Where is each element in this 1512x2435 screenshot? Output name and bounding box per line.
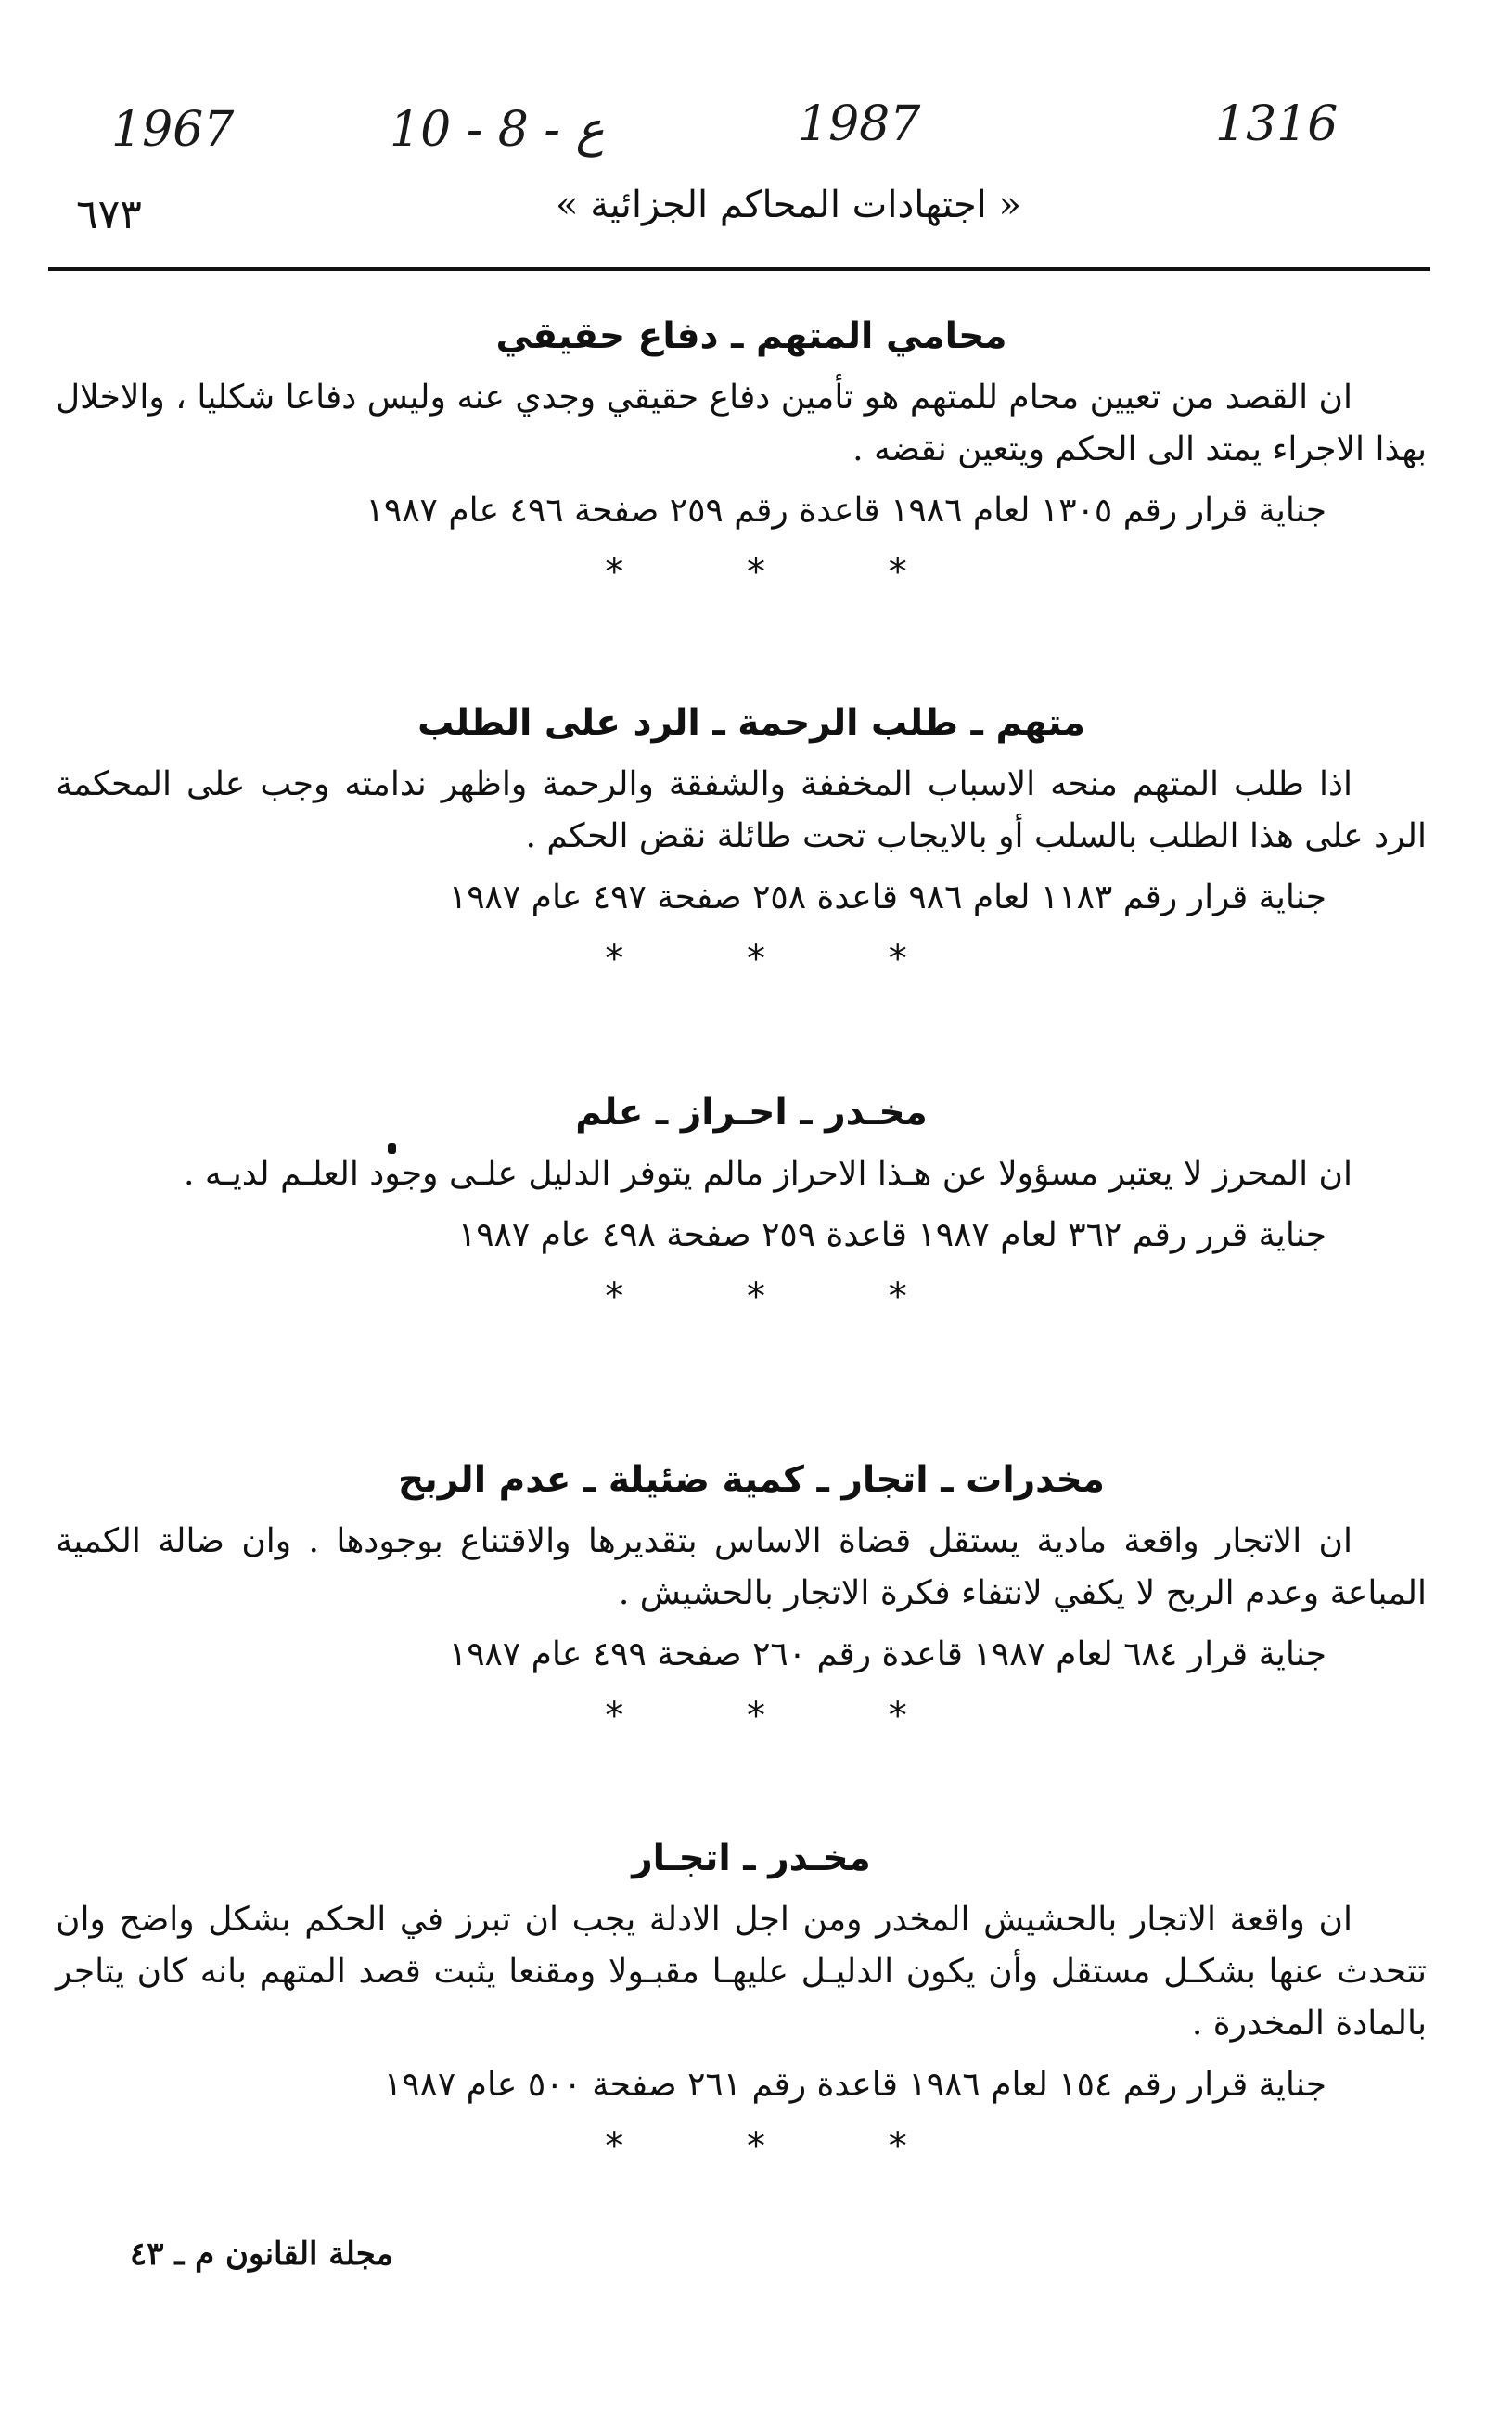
- handwritten-note-left: 1967: [111, 102, 235, 158]
- section-body: ان المحرز لا يعتبر مسؤولا عن هـذا الاحراز مالم يتوفر الدليل علـى وجود العلـم لديـه .: [184, 1155, 1352, 1193]
- handwritten-note-right: 1316: [1215, 96, 1339, 152]
- ruling-section-5: [56, 1833, 1447, 2174]
- ink-speck: [388, 1143, 396, 1154]
- section-title: مخدرات ـ اتجار ـ كمية ضئيلة ـ عدم الربح: [398, 1459, 1105, 1501]
- section-body: ان الاتجار واقعة مادية يستقل قضاة الاساس بتقديرها والاقتناع بوجودها . وان ضالة الكمية المباعة وعدم الربح لا يكفي لانتفاء فكرة الاتجار بالحشيش .: [56, 1522, 1427, 1612]
- section-reference: جناية قرار ٦٨٤ لعام ١٩٨٧ قاعدة رقم ٢٦٠ صفحة ٤٩٩ عام ١٩٨٧: [448, 1635, 1326, 1673]
- header-rule: [48, 267, 1430, 271]
- ruling-section-4: [56, 1455, 1447, 1744]
- ruling-section-3: [56, 1087, 1447, 1325]
- section-separator: * * *: [605, 938, 963, 980]
- section-reference: جناية قرار رقم ١٥٤ لعام ١٩٨٦ قاعدة رقم ٢٦١ صفحة ٥٠٠ عام ١٩٨٧: [383, 2066, 1326, 2104]
- section-title: محامي المتهم ـ دفاع حقيقي: [495, 315, 1007, 357]
- page-number: ٦٧٣: [76, 191, 142, 238]
- section-reference: جناية قرار رقم ١٣٠٥ لعام ١٩٨٦ قاعدة رقم ٢٥٩ صفحة ٤٩٦ عام ١٩٨٧: [365, 492, 1326, 530]
- section-reference: جناية قرر رقم ٣٦٢ لعام ١٩٨٧ قاعدة ٢٥٩ صفحة ٤٩٨ عام ١٩٨٧: [457, 1216, 1326, 1254]
- ruling-section-1: [56, 311, 1447, 600]
- section-title: مخـدر ـ اتجـار: [632, 1838, 871, 1879]
- journal-footer: مجلة القانون م ـ ٤٣: [130, 2236, 393, 2273]
- handwritten-note-date: 10 - 8 - ع: [390, 102, 605, 158]
- handwritten-note-year: 1987: [798, 96, 921, 152]
- section-separator: * * *: [605, 2125, 963, 2168]
- section-reference: جناية قرار رقم ١١٨٣ لعام ٩٨٦ قاعدة ٢٥٨ صفحة ٤٩٧ عام ١٩٨٧: [448, 878, 1326, 916]
- running-header-title: « اجتهادات المحاكم الجزائية »: [556, 184, 1021, 226]
- section-separator: * * *: [605, 551, 963, 594]
- section-body: ان واقعة الاتجار بالحشيش المخدر ومن اجل الادلة يجب ان تبرز في الحكم بشكل واضح وان تتحدث عنها بشكـل مستقل وأن يكون الدليـل عليهـا مقبـولا ومقنعا يثبت قصد المتهم بانه كان يتاجر بالمادة المخدرة .: [56, 1901, 1427, 2043]
- ruling-section-2: [56, 698, 1447, 987]
- section-separator: * * *: [605, 1275, 963, 1318]
- section-title: مخـدر ـ احـراز ـ علم: [575, 1092, 928, 1134]
- section-body: اذا طلب المتهم منحه الاسباب المخففة والشفقة والرحمة واظهر ندامته وجب على المحكمة الرد على هذا الطلب بالسلب أو بالايجاب تحت طائلة نقض الحكم .: [56, 765, 1427, 855]
- section-separator: * * *: [605, 1695, 963, 1737]
- section-title: متهم ـ طلب الرحمة ـ الرد على الطلب: [417, 702, 1085, 744]
- section-body: ان القصد من تعيين محام للمتهم هو تأمين دفاع حقيقي وجدي عنه وليس دفاعا شكليا ، والاخلال بهذا الاجراء يمتد الى الحكم ويتعين نقضه .: [56, 378, 1427, 468]
